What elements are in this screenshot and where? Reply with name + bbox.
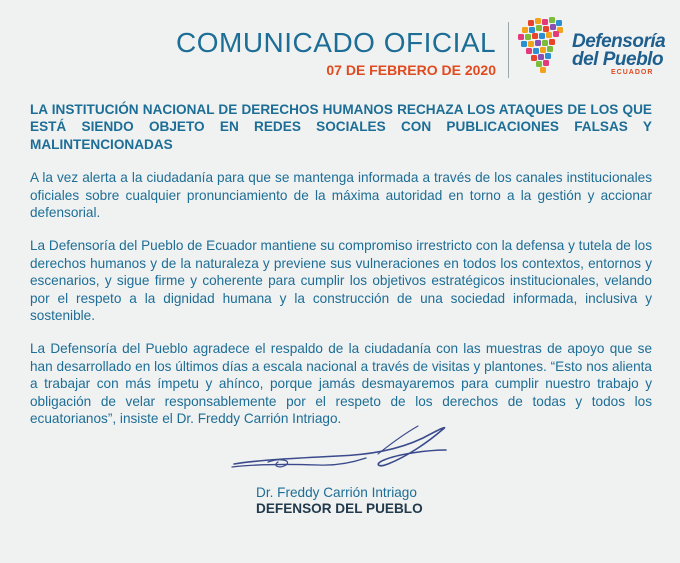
document-header — [0, 0, 680, 90]
document-body — [30, 101, 652, 444]
handwritten-signature — [228, 420, 478, 480]
body-paragraph: La Defensoría del Pueblo de Ecuador mantiene su compromiso irrestricto con la defensa y tutela de los derechos humanos y de la naturaleza y previene sus vulneraciones en todos los contextos, entornos y escenarios, y sigue firme y coherente para cumplir los objetivos estratégicos institucionales, velando por el respeto a la dignidad humana y la construcción de una sociedad informada, inclusiva y sostenible. — [30, 238, 652, 324]
logo-mosaic-icon — [514, 16, 574, 78]
signatory-role: DEFENSOR DEL PUEBLO — [256, 501, 423, 516]
institution-logo — [514, 16, 664, 82]
document-date: 07 DE FEBRERO DE 2020 — [326, 62, 496, 78]
document-headline: LA INSTITUCIÓN NACIONAL DE DERECHOS HUMANOS RECHAZA LOS ATAQUES DE LOS QUE ESTÁ SIENDO OBJETO EN REDES SOCIALES CON PUBLICACIONES FALSAS Y MALINTENCIONADAS — [30, 102, 652, 152]
document-title: COMUNICADO OFICIAL — [176, 27, 497, 58]
header-divider — [508, 22, 509, 78]
signatory-name: Dr. Freddy Carrión Intriago — [256, 485, 417, 500]
logo-text-line2: del Pueblo — [572, 49, 664, 70]
body-paragraph: A la vez alerta a la ciudadanía para que se mantenga informada a través de los canales institucionales oficiales sobre cualquier pronunciamiento de la máxima autoridad en torno a la gestión y accionar defensorial. — [30, 170, 652, 221]
logo-text-line1: Defensoría — [572, 31, 666, 52]
body-paragraph: La Defensoría del Pueblo agradece el respaldo de la ciudadanía con las muestras de apoyo que se han desarrollado en los últimos días a escala nacional a través de visitas y plantones. “Esto nos alienta a trabajar con más ímpetu y ahínco, porque jamás desmayaremos para cumplir nuestro trabajo y obligación de velar responsablemente por el respeto de los derechos de todas y todos los ecuatorianos”, insiste el Dr. Freddy Carrión Intriago. — [30, 341, 652, 427]
logo-country: ECUADOR — [611, 69, 654, 76]
